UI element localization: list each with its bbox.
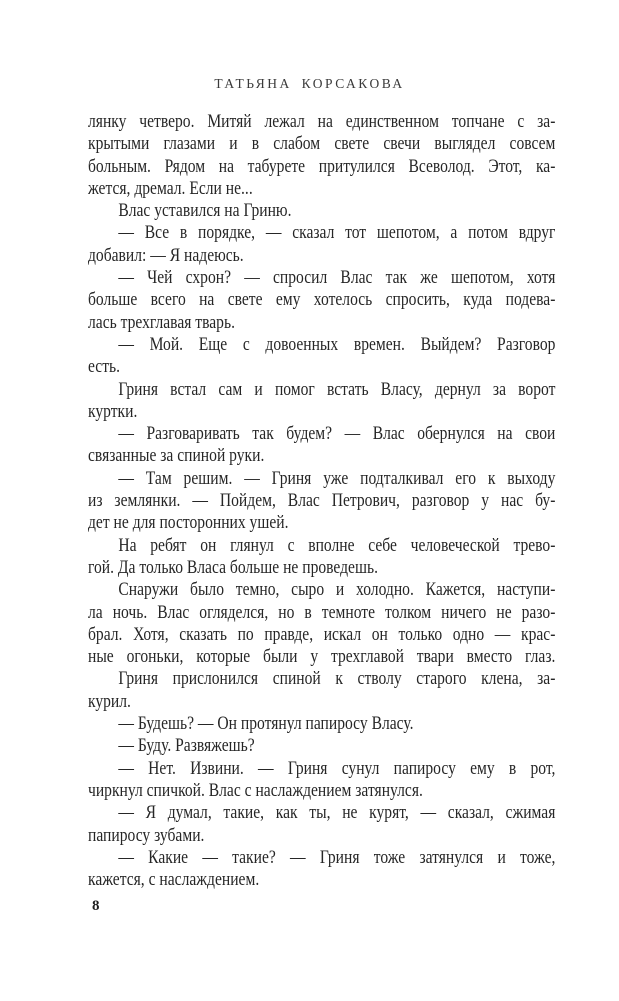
text-line: куртки. <box>88 400 138 422</box>
text-line: Гриня прислонился спиной к стволу старого клена, за- <box>118 668 556 690</box>
text-line: — Чей схрон? — спросил Влас так же шепотом, хотя <box>118 267 556 289</box>
text-line: кажется, с наслаждением. <box>88 869 260 891</box>
text-line: ные огоньки, которые были у трехглавой твари вместо глаз. <box>88 646 556 668</box>
text-line: папиросу зубами. <box>88 824 205 846</box>
text-line: брал. Хотя, сказать по правде, искал он только одно — крас- <box>88 623 556 645</box>
text-line: Снаружи было темно, сыро и холодно. Кажется, наступи- <box>118 579 556 601</box>
page-number: 8 <box>92 898 100 914</box>
text-line: дет не для посторонних ушей. <box>88 512 289 534</box>
text-line: — Буду. Развяжешь? <box>118 735 255 757</box>
text-line: — Я думал, такие, как ты, не курят, — сказал, сжимая <box>118 802 556 824</box>
text-line: ла ночь. Влас огляделся, но в темноте толком ничего не разо- <box>88 601 556 623</box>
text-line: — Разговаривать так будем? — Влас обернулся на свои <box>118 423 556 445</box>
paragraph <box>88 111 555 200</box>
paragraph <box>88 713 555 735</box>
text-line: Гриня встал сам и помог встать Власу, дернул за ворот <box>118 378 556 400</box>
paragraph <box>88 468 555 535</box>
text-line: лась трехглавая тварь. <box>88 311 235 333</box>
paragraph <box>88 200 555 222</box>
paragraph <box>88 668 555 713</box>
text-line: лянку четверо. Митяй лежал на единственном топчане с за- <box>88 111 556 132</box>
paragraph <box>88 802 555 847</box>
text-line: связанные за спиной руки. <box>88 445 265 467</box>
text-line: — Какие — такие? — Гриня тоже затянулся и тоже, <box>118 846 556 868</box>
text-line: Влас уставился на Гриню. <box>118 200 292 222</box>
running-header-author: ТАТЬЯНА КОРСАКОВА <box>214 76 405 91</box>
paragraph <box>88 579 555 668</box>
text-line: больным. Рядом на табурете притулился Всеволод. Этот, ка- <box>88 155 556 177</box>
paragraph <box>88 379 555 424</box>
text-line: — Там решим. — Гриня уже подталкивал его к выходу <box>118 467 556 489</box>
paragraph <box>88 758 555 803</box>
text-line: курил. <box>88 690 131 712</box>
paragraph <box>88 847 555 892</box>
text-line: добавил: — Я надеюсь. <box>88 244 244 266</box>
paragraph <box>88 267 555 334</box>
text-line: жется, дремал. Если не... <box>88 177 253 199</box>
text-line: больше всего на свете ему хотелось спросить, куда подева- <box>88 289 556 311</box>
paragraph <box>88 423 555 468</box>
text-line: чиркнул спичкой. Влас с наслаждением затянулся. <box>88 779 423 801</box>
text-line: — Будешь? — Он протянул папиросу Власу. <box>118 713 414 735</box>
text-line: — Мой. Еще с довоенных времен. Выйдем? Разговор <box>118 333 556 355</box>
paragraph <box>88 222 555 267</box>
paragraph <box>88 535 555 580</box>
text-line: из землянки. — Пойдем, Влас Петрович, разговор у нас бу- <box>88 490 556 512</box>
text-line: — Нет. Извини. — Гриня сунул папиросу ему в рот, <box>118 757 556 779</box>
text-line: крытыми глазами и в слабом свете свечи выглядел совсем <box>88 133 556 155</box>
text-line: гой. Да только Власа больше не проведешь. <box>88 556 378 578</box>
page-body-text <box>88 111 555 891</box>
paragraph <box>88 334 555 379</box>
text-line: — Все в порядке, — сказал тот шепотом, а потом вдруг <box>118 222 556 244</box>
text-line: На ребят он глянул с вполне себе человеческой трево- <box>118 534 556 556</box>
paragraph <box>88 735 555 757</box>
text-line: есть. <box>88 356 121 378</box>
